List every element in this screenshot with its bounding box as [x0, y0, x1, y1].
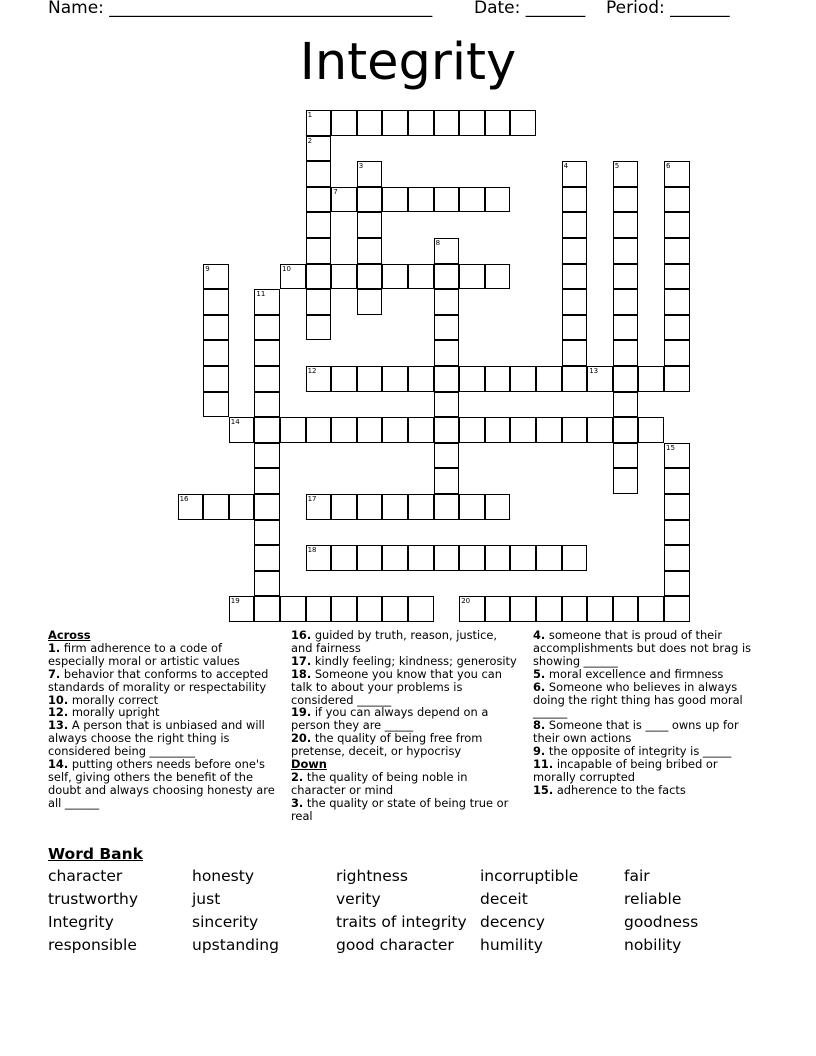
word-bank-item: responsible [48, 936, 137, 954]
grid-cell[interactable] [408, 545, 434, 571]
clue-item [48, 758, 278, 810]
grid-cell[interactable] [306, 161, 332, 187]
word-bank-item: humility [480, 936, 543, 954]
clue-item [48, 668, 278, 694]
clue-item-text: moral excellence and firmness [548, 666, 724, 681]
clue-item-number: 3. [291, 795, 304, 810]
grid-cell[interactable] [408, 596, 434, 622]
grid-cell[interactable] [638, 417, 664, 443]
grid-cell[interactable] [229, 494, 255, 520]
clue-number: 10 [282, 264, 291, 273]
word-bank-item: just [192, 890, 221, 908]
grid-cell[interactable] [562, 238, 588, 264]
clue-item-number: 5. [533, 666, 546, 681]
grid-cell[interactable] [254, 366, 280, 392]
grid-cell[interactable] [664, 187, 690, 213]
grid-cell[interactable] [331, 494, 357, 520]
clue-item [291, 797, 521, 823]
grid-cell[interactable] [664, 545, 690, 571]
grid-cell[interactable] [408, 417, 434, 443]
grid-cell[interactable] [664, 468, 690, 494]
grid-cell[interactable] [408, 110, 434, 136]
grid-cell[interactable] [562, 212, 588, 238]
grid-cell[interactable] [382, 264, 408, 290]
grid-cell[interactable] [434, 187, 460, 213]
grid-cell[interactable] [485, 264, 511, 290]
grid-cell[interactable] [664, 315, 690, 341]
grid-cell[interactable] [664, 340, 690, 366]
grid-cell[interactable] [306, 315, 332, 341]
down-clue-list-continued [533, 629, 758, 797]
grid-cell[interactable] [587, 596, 613, 622]
grid-cell[interactable] [562, 264, 588, 290]
clue-item-number: 4. [533, 628, 546, 642]
grid-cell[interactable] [536, 366, 562, 392]
grid-cell[interactable] [613, 596, 639, 622]
clue-item [48, 719, 278, 758]
grid-cell[interactable] [382, 545, 408, 571]
grid-cell[interactable] [357, 110, 383, 136]
grid-cell[interactable] [459, 366, 485, 392]
grid-cell[interactable] [306, 289, 332, 315]
grid-cell[interactable] [306, 187, 332, 213]
grid-cell[interactable] [331, 545, 357, 571]
clue-item [533, 681, 758, 720]
word-bank-item: upstanding [192, 936, 279, 954]
grid-cell[interactable] [357, 596, 383, 622]
grid-cell[interactable] [510, 110, 536, 136]
grid-cell[interactable] [331, 264, 357, 290]
clues-column-2 [291, 629, 521, 823]
grid-cell[interactable] [613, 468, 639, 494]
grid-cell[interactable] [459, 264, 485, 290]
clue-item-number: 20. [291, 731, 312, 746]
down-clue-list [291, 771, 521, 823]
grid-cell[interactable] [434, 264, 460, 290]
grid-cell[interactable] [613, 238, 639, 264]
clue-number: 11 [256, 290, 266, 299]
grid-cell[interactable] [254, 520, 280, 546]
clue-number: 9 [205, 264, 210, 273]
clue-number: 13 [589, 367, 599, 375]
grid-cell[interactable] [562, 417, 588, 443]
clue-item-number: 15. [533, 782, 554, 797]
word-bank-item: verity [336, 890, 381, 908]
grid-cell[interactable] [382, 596, 408, 622]
date-field-label: Date: _______ [474, 0, 586, 18]
grid-cell[interactable] [434, 417, 460, 443]
clue-item-number: 17. [291, 653, 312, 668]
word-bank-item: Integrity [48, 913, 114, 931]
clue-item-text: adherence to the facts [556, 782, 686, 797]
grid-cell[interactable] [485, 596, 511, 622]
grid-cell[interactable] [331, 110, 357, 136]
grid-cell[interactable] [562, 187, 588, 213]
clues-column-3 [533, 629, 758, 797]
clue-number: 2 [307, 136, 313, 145]
word-bank-item: incorruptible [480, 867, 579, 885]
grid-cell[interactable] [357, 238, 383, 264]
grid-cell[interactable] [357, 212, 383, 238]
word-bank-item: good character [336, 936, 454, 954]
grid-cell[interactable] [613, 443, 639, 469]
clue-item-text: morally correct [71, 692, 159, 707]
grid-cell[interactable] [562, 545, 588, 571]
clue-item-number: 19. [291, 705, 312, 720]
clue-number: 17 [307, 495, 317, 503]
clue-item-text: incapable of being bribed or morally corrupted [533, 757, 718, 784]
across-clue-list-continued [291, 629, 521, 758]
grid-cell[interactable] [613, 340, 639, 366]
clue-item-number: 13. [48, 718, 69, 733]
grid-cell[interactable] [306, 596, 332, 622]
grid-cell[interactable] [562, 366, 588, 392]
grid-cell[interactable] [638, 596, 664, 622]
grid-cell[interactable] [485, 366, 511, 392]
grid-cell[interactable] [664, 571, 690, 597]
grid-cell[interactable] [562, 340, 588, 366]
grid-cell[interactable] [408, 494, 434, 520]
clue-item-text: kindly feeling; kindness; generosity [314, 653, 517, 668]
name-field-label: Name: ______________________________________ [48, 0, 433, 18]
word-bank-item: decency [480, 913, 545, 931]
grid-cell[interactable] [254, 443, 280, 469]
grid-cell[interactable] [306, 212, 332, 238]
grid-cell[interactable] [613, 187, 639, 213]
word-bank-item: character [48, 867, 123, 885]
clue-item-number: 8. [533, 718, 546, 733]
grid-cell[interactable] [510, 545, 536, 571]
grid-cell[interactable] [357, 545, 383, 571]
clue-number: 5 [614, 162, 620, 171]
clue-number: 7 [333, 187, 338, 196]
grid-cell[interactable] [331, 417, 357, 443]
grid-cell[interactable] [434, 366, 460, 392]
grid-cell[interactable] [382, 366, 408, 392]
word-bank-heading: Word Bank [48, 845, 143, 863]
clue-number: 20 [461, 597, 471, 606]
grid-cell[interactable] [613, 392, 639, 418]
grid-cell[interactable] [459, 545, 485, 571]
grid-cell[interactable] [485, 110, 511, 136]
clue-item [533, 784, 758, 797]
grid-cell[interactable] [459, 187, 485, 213]
grid-cell[interactable] [434, 468, 460, 494]
clue-number: 8 [435, 239, 441, 247]
word-bank-item: sincerity [192, 913, 259, 931]
grid-cell[interactable] [254, 392, 280, 418]
clue-item-text: the quality of being free from pretense, deceit, or hypocrisy [291, 731, 483, 759]
clue-item-number: 12. [48, 705, 69, 720]
grid-cell[interactable] [254, 545, 280, 571]
word-bank-item: honesty [192, 867, 254, 885]
clue-item-number: 18. [291, 666, 312, 681]
grid-cell[interactable] [306, 264, 332, 290]
grid-cell[interactable] [280, 596, 306, 622]
down-heading: Down [291, 757, 327, 772]
word-bank-item: traits of integrity [336, 913, 467, 931]
grid-cell[interactable] [434, 289, 460, 315]
grid-cell[interactable] [434, 392, 460, 418]
grid-cell[interactable] [254, 340, 280, 366]
grid-cell[interactable] [254, 596, 280, 622]
grid-cell[interactable] [434, 545, 460, 571]
clue-item-text: putting others needs before one's self, giving others the benefit of the doubt and always choosing honesty are all ______ [48, 757, 275, 810]
grid-cell[interactable] [664, 494, 690, 520]
clue-item-number: 16. [291, 628, 312, 642]
word-bank-item: trustworthy [48, 890, 139, 908]
grid-cell[interactable] [357, 366, 383, 392]
grid-cell[interactable] [459, 110, 485, 136]
clue-number: 15 [666, 443, 675, 452]
grid-cell[interactable] [613, 289, 639, 315]
grid-cell[interactable] [203, 289, 229, 315]
across-heading: Across [48, 628, 91, 642]
clue-number: 16 [179, 495, 189, 503]
grid-cell[interactable] [485, 494, 511, 520]
grid-cell[interactable] [306, 238, 332, 264]
grid-cell[interactable] [254, 417, 280, 443]
grid-cell[interactable] [357, 187, 383, 213]
grid-cell[interactable] [408, 366, 434, 392]
grid-cell[interactable] [664, 289, 690, 315]
grid-cell[interactable] [357, 417, 383, 443]
clue-item [533, 719, 758, 745]
grid-cell[interactable] [254, 315, 280, 341]
grid-cell[interactable] [664, 212, 690, 238]
grid-cell[interactable] [562, 596, 588, 622]
across-clue-list [48, 642, 278, 810]
clue-item-text: morally upright [71, 705, 160, 720]
clue-item-number: 6. [533, 679, 546, 694]
clue-item-text: the quality or state of being true or real [291, 795, 509, 823]
grid-cell[interactable] [203, 494, 229, 520]
grid-cell[interactable] [408, 264, 434, 290]
clues-column-1 [48, 629, 278, 810]
clue-number: 4 [563, 162, 569, 171]
clue-item [291, 706, 521, 732]
word-bank-item: rightness [336, 867, 408, 885]
grid-cell[interactable] [613, 212, 639, 238]
grid-cell[interactable] [613, 315, 639, 341]
word-bank-item: fair [624, 867, 650, 885]
clue-item-number: 11. [533, 757, 554, 772]
grid-cell[interactable] [638, 366, 664, 392]
grid-cell[interactable] [434, 494, 460, 520]
grid-cell[interactable] [331, 366, 357, 392]
grid-cell[interactable] [664, 596, 690, 622]
clue-item-text: Someone you know that you can talk to about your problems is considered ______ [291, 666, 502, 707]
grid-cell[interactable] [408, 187, 434, 213]
clue-item-text: Someone that is ____ owns up for their own actions [533, 718, 739, 746]
clue-item-number: 10. [48, 692, 69, 707]
grid-cell[interactable] [613, 366, 639, 392]
grid-cell[interactable] [382, 494, 408, 520]
word-bank-item: reliable [624, 890, 682, 908]
grid-cell[interactable] [382, 417, 408, 443]
clue-item-number: 7. [48, 666, 61, 681]
grid-cell[interactable] [434, 443, 460, 469]
clue-item [533, 758, 758, 784]
grid-cell[interactable] [536, 596, 562, 622]
clue-item-number: 1. [48, 640, 61, 655]
grid-cell[interactable] [664, 238, 690, 264]
clue-item-text: the opposite of integrity is _____ [548, 744, 732, 759]
grid-cell[interactable] [510, 417, 536, 443]
clue-item [291, 668, 521, 707]
grid-cell[interactable] [306, 417, 332, 443]
grid-cell[interactable] [562, 289, 588, 315]
clue-item-text: someone that is proud of their accomplishments but does not brag is showing ______ [533, 628, 752, 668]
clue-number: 18 [307, 546, 317, 555]
grid-cell[interactable] [664, 366, 690, 392]
grid-cell[interactable] [536, 417, 562, 443]
clue-item-text: A person that is unbiased and will always choose the right thing is considered being ________ [48, 718, 265, 759]
clue-item-number: 2. [291, 769, 304, 784]
grid-cell[interactable] [434, 340, 460, 366]
grid-cell[interactable] [613, 264, 639, 290]
clue-number: 6 [666, 162, 671, 171]
clue-number: 19 [230, 597, 240, 606]
grid-cell[interactable] [382, 187, 408, 213]
word-bank-item: nobility [624, 936, 682, 954]
clue-number: 3 [358, 162, 364, 171]
clue-number: 12 [307, 367, 317, 375]
grid-cell[interactable] [459, 417, 485, 443]
grid-cell[interactable] [382, 110, 408, 136]
clue-item [533, 629, 758, 668]
grid-cell[interactable] [510, 366, 536, 392]
clue-item-number: 9. [533, 744, 546, 759]
grid-cell[interactable] [331, 596, 357, 622]
grid-cell[interactable] [357, 264, 383, 290]
clue-item [48, 642, 278, 668]
clue-item-text: guided by truth, reason, justice, and fairness [291, 628, 498, 655]
grid-cell[interactable] [510, 596, 536, 622]
clue-item-text: firm adherence to a code of especially moral or artistic values [48, 640, 240, 668]
period-field-label: Period: _______ [606, 0, 730, 18]
clue-number: 14 [230, 418, 240, 427]
grid-cell[interactable] [434, 315, 460, 341]
clue-number: 1 [307, 111, 313, 119]
grid-cell[interactable] [434, 110, 460, 136]
clue-item [291, 771, 521, 797]
clue-item-text: the quality of being noble in character or mind [291, 769, 468, 797]
grid-cell[interactable] [485, 417, 511, 443]
grid-cell[interactable] [254, 571, 280, 597]
grid-cell[interactable] [203, 366, 229, 392]
grid-cell[interactable] [280, 417, 306, 443]
grid-cell[interactable] [664, 520, 690, 546]
grid-cell[interactable] [485, 187, 511, 213]
grid-cell[interactable] [203, 315, 229, 341]
grid-cell[interactable] [459, 494, 485, 520]
clue-item-text: if you can always depend on a person they are _____ [291, 705, 489, 733]
clue-item [291, 732, 521, 758]
clue-item-text: behavior that conforms to accepted standards of morality or respectability [48, 666, 269, 694]
grid-cell[interactable] [485, 545, 511, 571]
grid-cell[interactable] [203, 392, 229, 418]
grid-cell[interactable] [587, 417, 613, 443]
word-bank-item: deceit [480, 890, 528, 908]
grid-cell[interactable] [562, 315, 588, 341]
grid-cell[interactable] [357, 289, 383, 315]
grid-cell[interactable] [613, 417, 639, 443]
grid-cell[interactable] [357, 494, 383, 520]
clue-item [291, 629, 521, 655]
word-bank-item: goodness [624, 913, 699, 931]
grid-cell[interactable] [254, 468, 280, 494]
clue-item-text: Someone who believes in always doing the right thing has good moral ______ [533, 679, 743, 720]
grid-cell[interactable] [536, 545, 562, 571]
clue-item-number: 14. [48, 757, 69, 772]
grid-cell[interactable] [664, 264, 690, 290]
page-title: Integrity [299, 33, 517, 92]
grid-cell[interactable] [203, 340, 229, 366]
grid-cell[interactable] [254, 494, 280, 520]
